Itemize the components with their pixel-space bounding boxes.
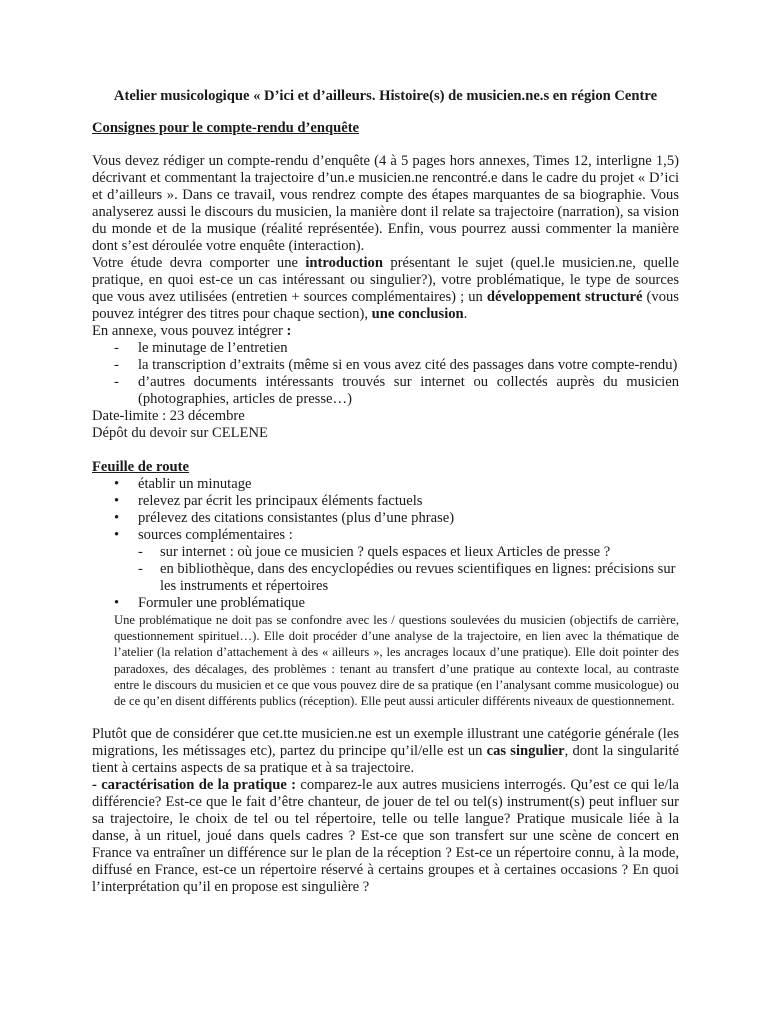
sources-sub-list: [92, 544, 679, 595]
consignes-paragraph-2: Votre étude devra comporter une introduction présentant le sujet (quel.le musicien.ne, quelle pratique, en quoi est-ce un cas intéressant ou singulier?), votre problématique, le type de sources que vous avez utilisées (entretien + sources complémentaires) ; un développement structuré (vous pouvez intégrer des titres pour chaque section), une conclusion.: [92, 255, 679, 322]
list-item: • établir un minutage: [92, 476, 679, 493]
list-item: • relevez par écrit les principaux éléments factuels: [92, 493, 679, 510]
list-item: - en bibliothèque, dans des encyclopédies ou revues scientifiques en lignes: précisions sur les instruments et répertoires: [92, 561, 679, 595]
annexe-list: [92, 340, 679, 408]
deadline: Date-limite : 23 décembre: [92, 408, 245, 424]
annexe-intro: En annexe, vous pouvez intégrer :: [92, 323, 292, 339]
document-title: Atelier musicologique « D’ici et d’ailleurs. Histoire(s) de musicien.ne.s en région Centre: [113, 88, 658, 104]
plutot-paragraph: Plutôt que de considérer que cet.tte musicien.ne est un exemple illustrant une catégorie générale (les migrations, les métissages etc), partez du principe qu’il/elle est un cas singulier, dont la singularité tient à certains aspects de sa pratique et à sa trajectoire.: [92, 726, 679, 777]
page-content: [92, 88, 679, 896]
depot: Dépôt du devoir sur CELENE: [92, 425, 268, 441]
list-item: - sur internet : où joue ce musicien ? quels espaces et lieux Articles de presse ?: [92, 544, 679, 561]
feuille-heading: Feuille de route: [92, 459, 190, 475]
list-item: - le minutage de l’entretien: [92, 340, 679, 357]
list-item: • sources complémentaires :: [92, 527, 679, 544]
list-item: • prélevez des citations consistantes (plus d’une phrase): [92, 510, 679, 527]
list-item: - la transcription d’extraits (même si en vous avez cité des passages dans votre compte-rendu): [92, 357, 679, 374]
consignes-heading: Consignes pour le compte-rendu d’enquête: [92, 120, 360, 136]
list-item: • Formuler une problématique: [92, 595, 679, 612]
problematique-text: Une problématique ne doit pas se confondre avec les / questions soulevées du musicien (objectifs de carrière, questionnement spirituel…). Elle doit procéder d’une analyse de la trajectoire, en lien avec la thématique de l’atelier (la relation d’attachement à des « ailleurs », les ancrages locaux d’une pratique). Elle doit pointer des paradoxes, des décalages, des problèmes : tenant au transfert d’une pratique au contexte local, au contraste entre le discours du musicien et ce que vous pouvez dire de sa pratique (en l’analysant comme musicologue) ou de ce qu’en disent différents publics (réception). Elle peut aussi articuler différents niveaux de questionnement.: [114, 613, 679, 709]
sub-list-container: [92, 544, 679, 595]
caracterisation-paragraph: - caractérisation de la pratique : comparez-le aux autres musiciens interrogés. Qu’est ce qui le/la différencie? Est-ce que le fait d’être chanteur, de jouer de tel ou tel(s) instrument(s) peut influer sur sa trajectoire, le choix de tel ou tel répertoire, telle ou telle langue? Pratique musicale liée à la danse, à un rituel, joué dans quels cadres ? Est-ce que son transfert sur une scène de concert en France va entraîner un différence sur le plan de la réception ? Est-ce un répertoire connu, à la mode, diffusé en France, est-ce un répertoire réservé à certains groupes et à certaines occasions ? En quoi l’interprétation qu’il en propose est singulière ?: [92, 777, 680, 896]
feuille-list: [92, 476, 679, 612]
consignes-paragraph-1: Vous devez rédiger un compte-rendu d’enquête (4 à 5 pages hors annexes, Times 12, interligne 1,5) décrivant et commentant la trajectoire d’un.e musicien.ne rencontré.e dans le cadre du projet « D’ici et d’ailleurs ». Dans ce travail, vous rendrez compte des étapes marquantes de sa biographie. Vous analyserez aussi le discours du musicien, la manière dont il relate sa trajectoire (narration), sa vision du monde et de la musique (réalité représentée). Enfin, vous pourrez aussi commenter la manière dont s’est déroulée votre enquête (interaction).: [92, 153, 679, 254]
list-item: - d’autres documents intéressants trouvés sur internet ou collectés auprès du musicien (photographies, articles de presse…): [92, 374, 679, 408]
